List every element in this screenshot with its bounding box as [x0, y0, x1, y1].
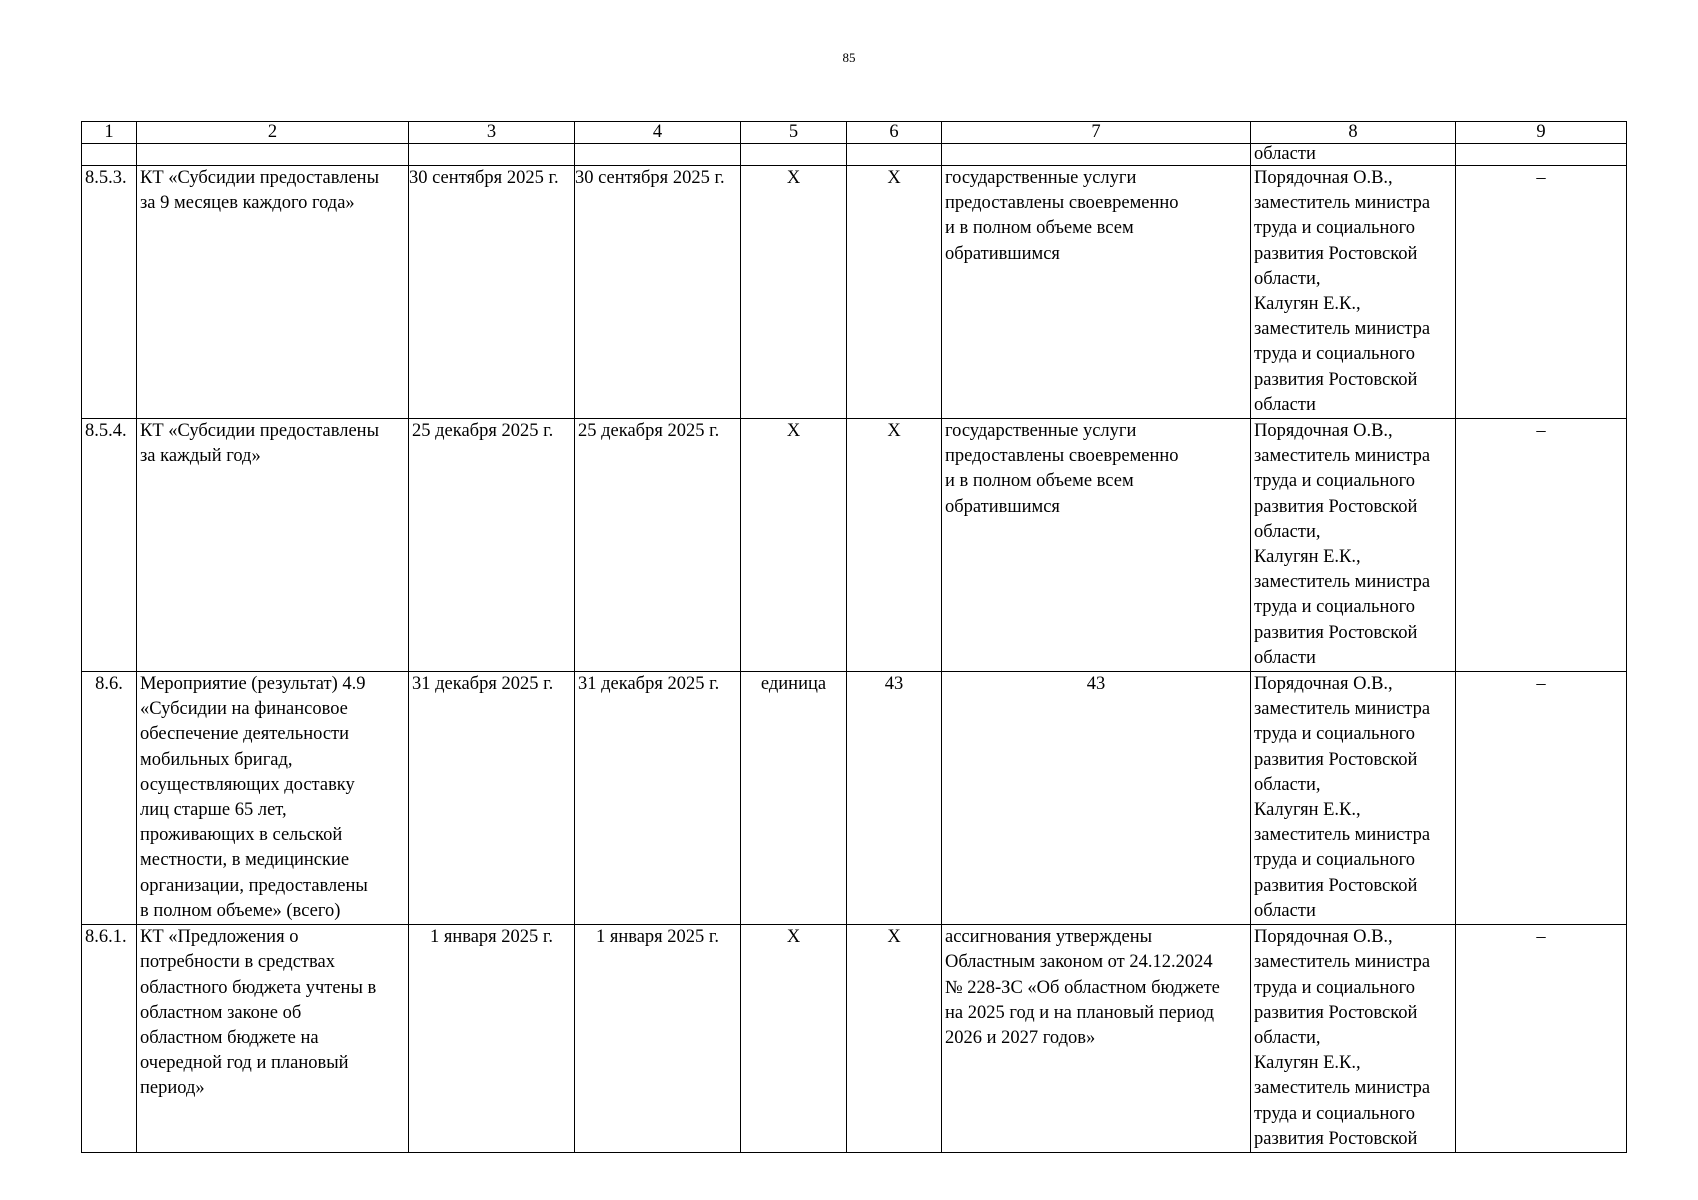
empty-cell — [942, 144, 1251, 166]
end-date: 1 января 2025 г. — [575, 925, 741, 1153]
unit-cell: Х — [741, 419, 847, 672]
row-number: 8.6. — [82, 672, 137, 925]
unit-cell: единица — [741, 672, 847, 925]
note-cell: – — [1456, 672, 1627, 925]
column-number: 5 — [741, 122, 847, 144]
start-date: 31 декабря 2025 г. — [409, 672, 575, 925]
column-number: 8 — [1251, 122, 1456, 144]
row-number: 8.6.1. — [82, 925, 137, 1153]
column-number: 7 — [942, 122, 1251, 144]
base-value-cell: Х — [847, 419, 942, 672]
unit-cell: Х — [741, 166, 847, 419]
column-number: 1 — [82, 122, 137, 144]
result-name: КТ «Субсидии предоставлены за каждый год» — [137, 419, 409, 672]
table-row — [82, 419, 1627, 672]
responsible-cell: области — [1251, 144, 1456, 166]
responsible-cell: Порядочная О.В., заместитель министра труда и социального развития Ростовской области, Калугян Е.К., заместитель министра труда и социального развития Ростовской области — [1251, 419, 1456, 672]
end-date: 31 декабря 2025 г. — [575, 672, 741, 925]
note-cell: – — [1456, 419, 1627, 672]
table-row — [82, 166, 1627, 419]
empty-cell — [82, 144, 137, 166]
start-date: 25 декабря 2025 г. — [409, 419, 575, 672]
responsible-cell: Порядочная О.В., заместитель министра труда и социального развития Ростовской области, Калугян Е.К., заместитель министра труда и социального развития Ростовской области — [1251, 672, 1456, 925]
table-row — [82, 925, 1627, 1153]
empty-cell — [741, 144, 847, 166]
value-cell: государственные услуги предоставлены своевременно и в полном объеме всем обратившимся — [942, 166, 1251, 419]
value-cell: 43 — [942, 672, 1251, 925]
empty-cell — [847, 144, 942, 166]
start-date: 30 сентября 2025 г. — [409, 166, 575, 419]
note-cell: – — [1456, 925, 1627, 1153]
value-cell: государственные услуги предоставлены своевременно и в полном объеме всем обратившимся — [942, 419, 1251, 672]
empty-cell — [575, 144, 741, 166]
unit-cell: Х — [741, 925, 847, 1153]
empty-cell — [1456, 144, 1627, 166]
responsible-cell: Порядочная О.В., заместитель министра труда и социального развития Ростовской области, Калугян Е.К., заместитель министра труда и социального развития Ростовской области — [1251, 166, 1456, 419]
table-header-row — [82, 122, 1627, 144]
row-number: 8.5.4. — [82, 419, 137, 672]
start-date: 1 января 2025 г. — [409, 925, 575, 1153]
end-date: 30 сентября 2025 г. — [575, 166, 741, 419]
responsible-cell: Порядочная О.В., заместитель министра труда и социального развития Ростовской области, Калугян Е.К., заместитель министра труда и социального развития Ростовской — [1251, 925, 1456, 1153]
column-number: 2 — [137, 122, 409, 144]
column-number: 4 — [575, 122, 741, 144]
base-value-cell: Х — [847, 925, 942, 1153]
column-number: 6 — [847, 122, 942, 144]
end-date: 25 декабря 2025 г. — [575, 419, 741, 672]
result-name: КТ «Предложения о потребности в средствах областного бюджета учтены в областном законе об областном бюджете на очередной год и плановый период» — [137, 925, 409, 1153]
base-value-cell: 43 — [847, 672, 942, 925]
result-name: Мероприятие (результат) 4.9 «Субсидии на финансовое обеспечение деятельности мобильных бригад, осуществляющих доставку лиц старше 65 лет, проживающих в сельской местности, в медицинские организации, предоставлены в полном объеме» (всего) — [137, 672, 409, 925]
page-number: 85 — [842, 50, 856, 65]
note-cell: – — [1456, 166, 1627, 419]
column-number: 9 — [1456, 122, 1627, 144]
value-cell: ассигнования утверждены Областным законом от 24.12.2024 № 228-ЗС «Об областном бюджете на 2025 год и на плановый период 2026 и 2027 годов» — [942, 925, 1251, 1153]
plan-table — [81, 121, 1627, 1153]
row-number: 8.5.3. — [82, 166, 137, 419]
table-row — [82, 672, 1627, 925]
empty-cell — [137, 144, 409, 166]
column-number: 3 — [409, 122, 575, 144]
base-value-cell: Х — [847, 166, 942, 419]
empty-cell — [409, 144, 575, 166]
continuation-row — [82, 144, 1627, 166]
result-name: КТ «Субсидии предоставлены за 9 месяцев каждого года» — [137, 166, 409, 419]
